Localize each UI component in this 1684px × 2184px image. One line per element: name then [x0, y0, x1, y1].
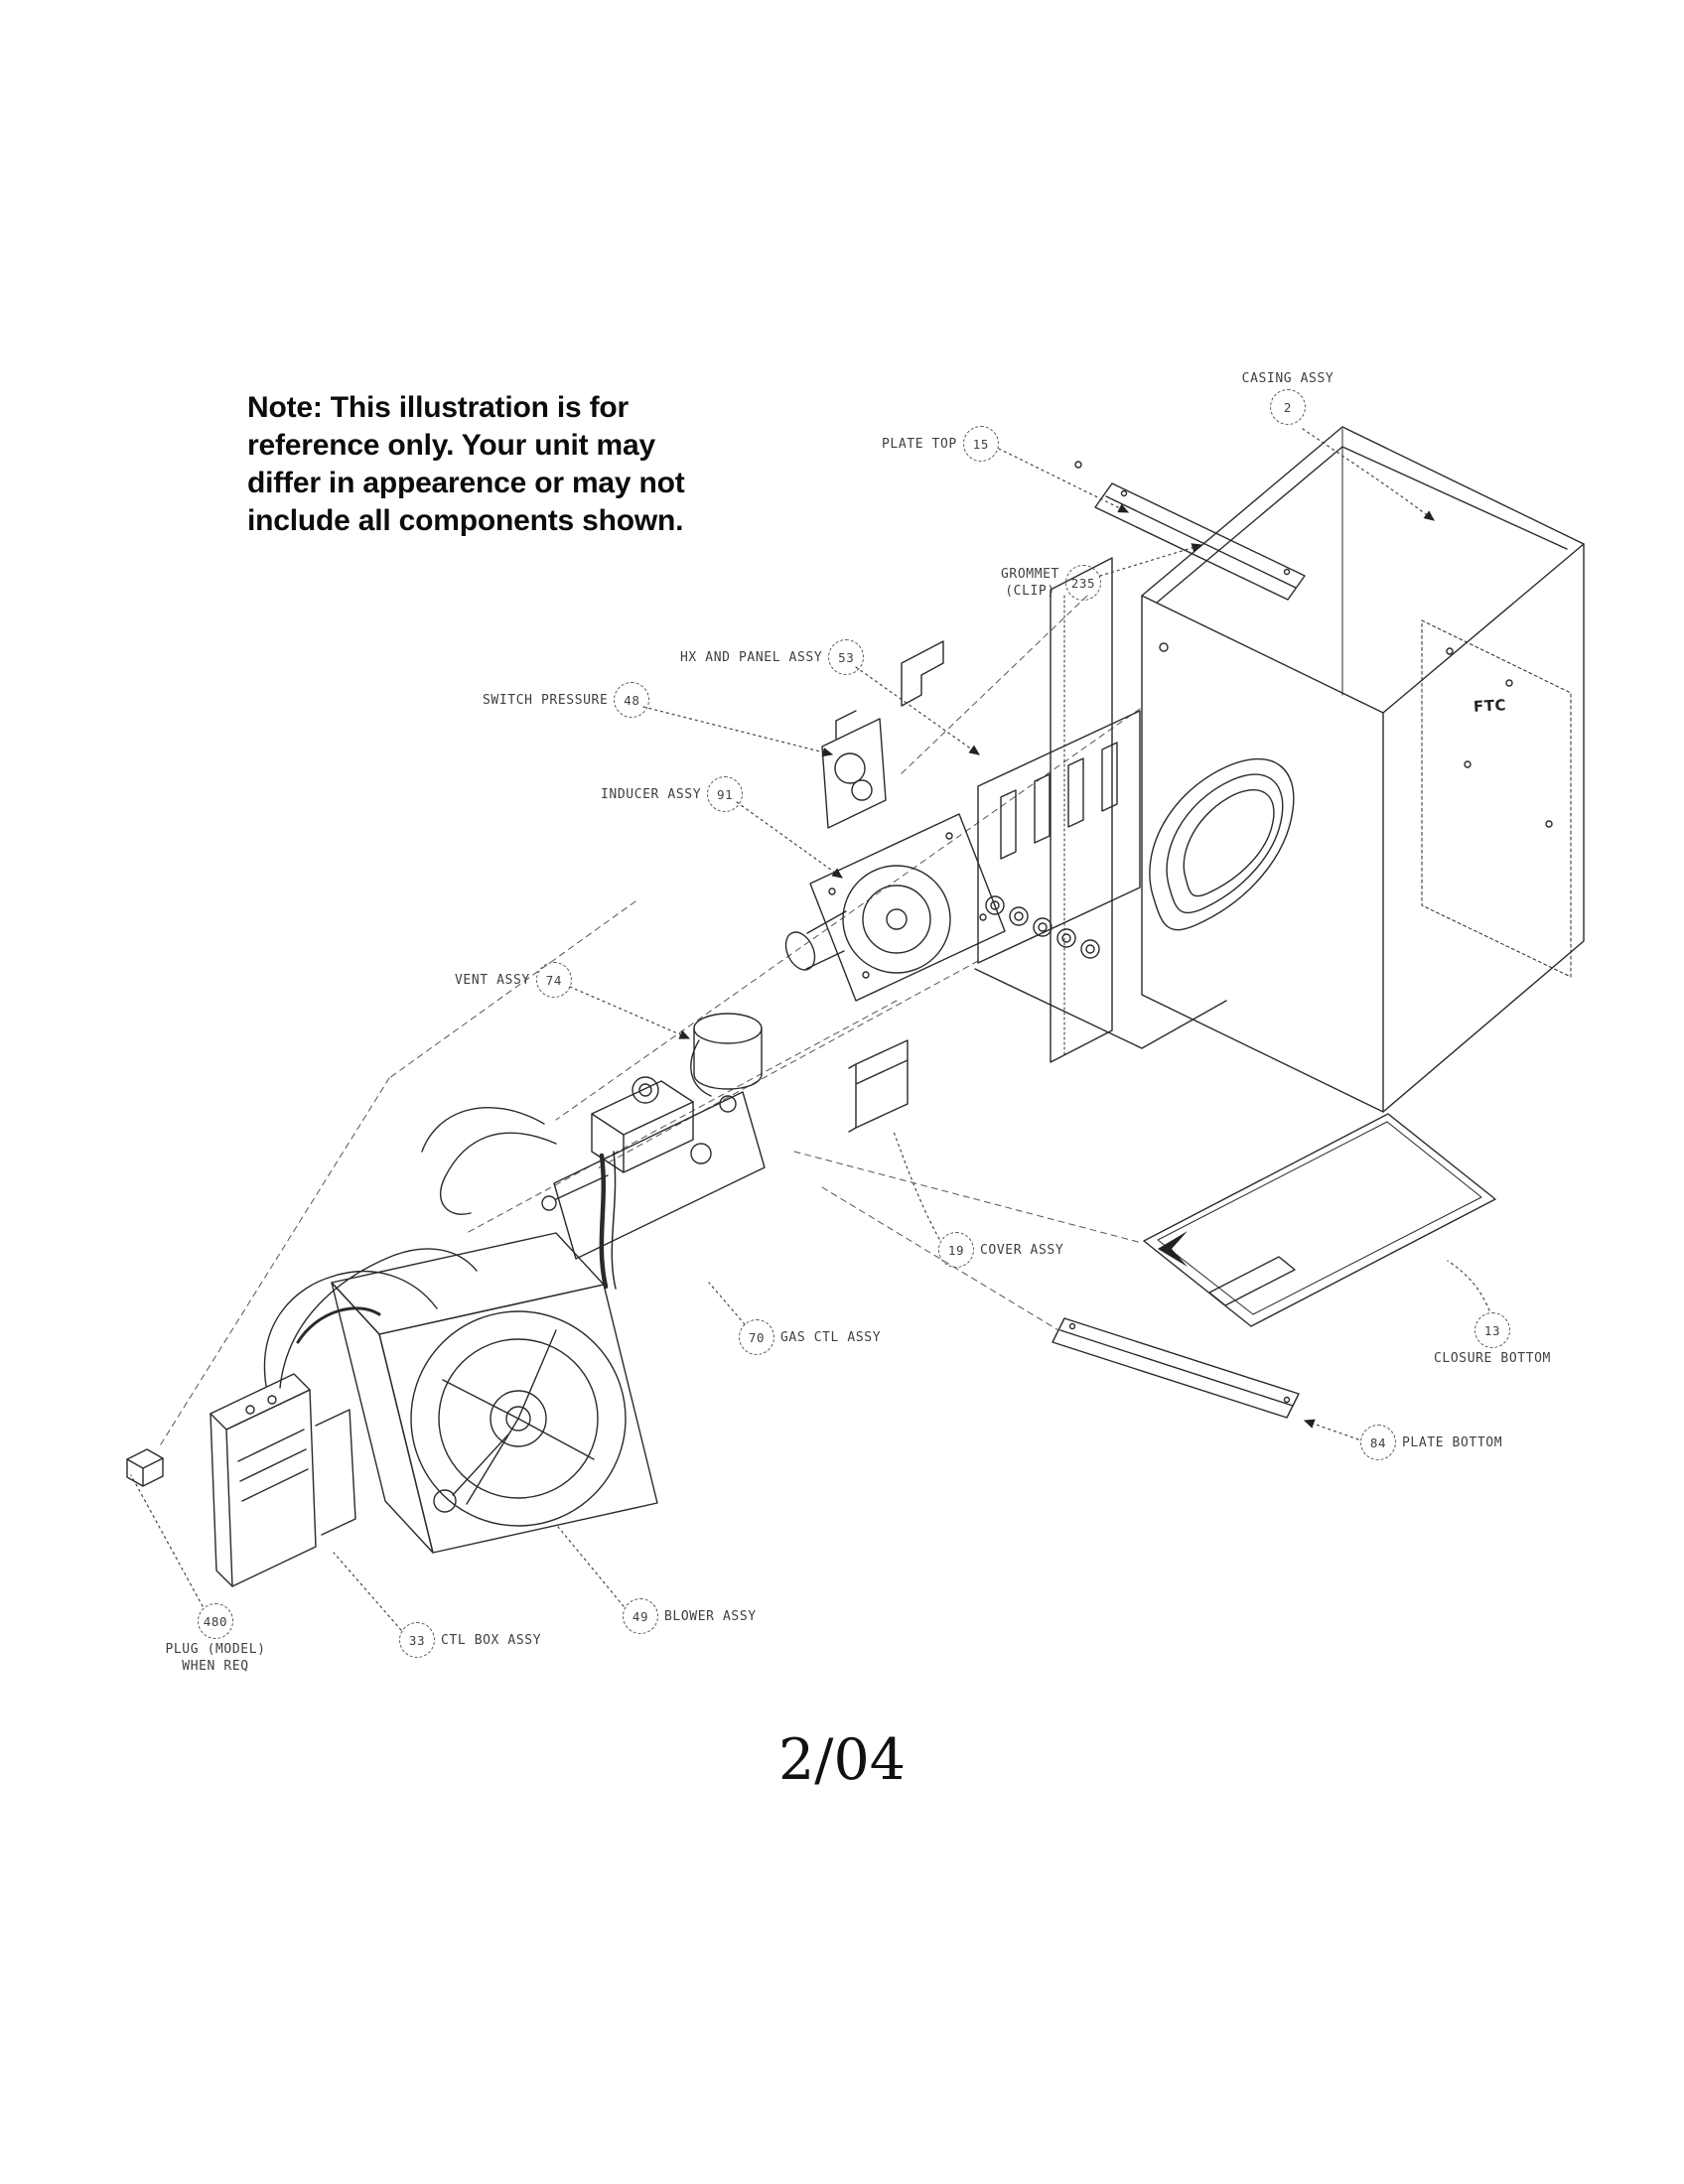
casing-brand-mark: FTC — [1473, 696, 1507, 716]
callout-label: CASING ASSY — [1241, 371, 1334, 386]
callout-label: CLOSURE BOTTOM — [1434, 1351, 1551, 1366]
plate-bottom-drawing — [1052, 1318, 1299, 1418]
callout-blower-assy — [623, 1598, 757, 1634]
note-line: reference only. Your unit may — [247, 429, 655, 462]
inducer-assembly-drawing — [780, 814, 1005, 1001]
gas-control-drawing — [422, 1077, 765, 1289]
cover-assembly-drawing — [849, 1040, 908, 1132]
callout-label: PLUG (MODEL) — [165, 1642, 266, 1657]
callout-circle: 74 — [536, 962, 572, 998]
control-box-drawing — [210, 1249, 477, 1586]
callout-circle: 13 — [1474, 1312, 1510, 1348]
callout-grommet — [1001, 565, 1101, 601]
callout-sublabel: (CLIP) — [1005, 584, 1055, 599]
callout-circle: 84 — [1360, 1425, 1396, 1460]
callout-inducer-assy — [601, 776, 743, 812]
callout-circle: 2 — [1270, 389, 1306, 425]
note-line: differ in appearence or may not — [247, 467, 685, 499]
callout-circle: 15 — [963, 426, 999, 462]
vent-assembly-drawing — [691, 1014, 762, 1112]
callout-circle: 70 — [739, 1319, 774, 1355]
callout-circle: 235 — [1065, 565, 1101, 601]
callout-label: GROMMET — [1001, 567, 1059, 582]
callout-label: COVER ASSY — [980, 1242, 1064, 1258]
callout-circle: 49 — [623, 1598, 658, 1634]
note-line: Note: This illustration is for — [247, 391, 630, 424]
callout-switch-pressure — [483, 682, 649, 718]
callout-closure-bottom — [1408, 1312, 1577, 1366]
plug-drawing — [127, 1449, 163, 1486]
callout-label: SWITCH PRESSURE — [483, 692, 609, 708]
callout-label: HX AND PANEL ASSY — [680, 649, 823, 665]
blower-assembly-drawing — [332, 1233, 657, 1553]
callout-plate-top — [882, 426, 999, 462]
callout-ctl-box-assy — [399, 1622, 541, 1658]
callout-label: BLOWER ASSY — [664, 1608, 757, 1624]
callout-label: PLATE TOP — [882, 436, 957, 452]
callout-circle: 48 — [614, 682, 649, 718]
date-code: 2/04 — [778, 1727, 906, 1793]
callout-plug — [146, 1603, 285, 1674]
heat-exchanger-drawing — [902, 641, 1294, 1048]
callout-label: CTL BOX ASSY — [441, 1632, 542, 1648]
callout-label: PLATE BOTTOM — [1402, 1434, 1503, 1450]
callout-circle: 33 — [399, 1622, 435, 1658]
callout-label: INDUCER ASSY — [601, 786, 702, 802]
callout-circle: 480 — [198, 1603, 233, 1639]
note-line: include all components shown. — [247, 504, 684, 537]
callout-label: VENT ASSY — [455, 972, 530, 988]
reference-note — [247, 389, 685, 540]
leader-lines — [131, 429, 1489, 1630]
callout-circle: 53 — [828, 639, 864, 675]
closure-bottom-drawing — [1144, 1114, 1495, 1326]
callout-sublabel: WHEN REQ — [182, 1659, 249, 1674]
callout-casing-assy — [1203, 371, 1372, 425]
callout-cover-assy — [938, 1232, 1063, 1268]
callout-gas-ctl-assy — [739, 1319, 881, 1355]
callout-circle: 19 — [938, 1232, 974, 1268]
callout-plate-bottom — [1360, 1425, 1502, 1460]
callout-label: GAS CTL ASSY — [780, 1329, 882, 1345]
plate-top-drawing — [1075, 462, 1305, 600]
callout-hx-panel-assy — [680, 639, 864, 675]
callout-vent-assy — [455, 962, 572, 998]
callout-circle: 91 — [707, 776, 743, 812]
pressure-switch-drawing — [822, 711, 886, 828]
